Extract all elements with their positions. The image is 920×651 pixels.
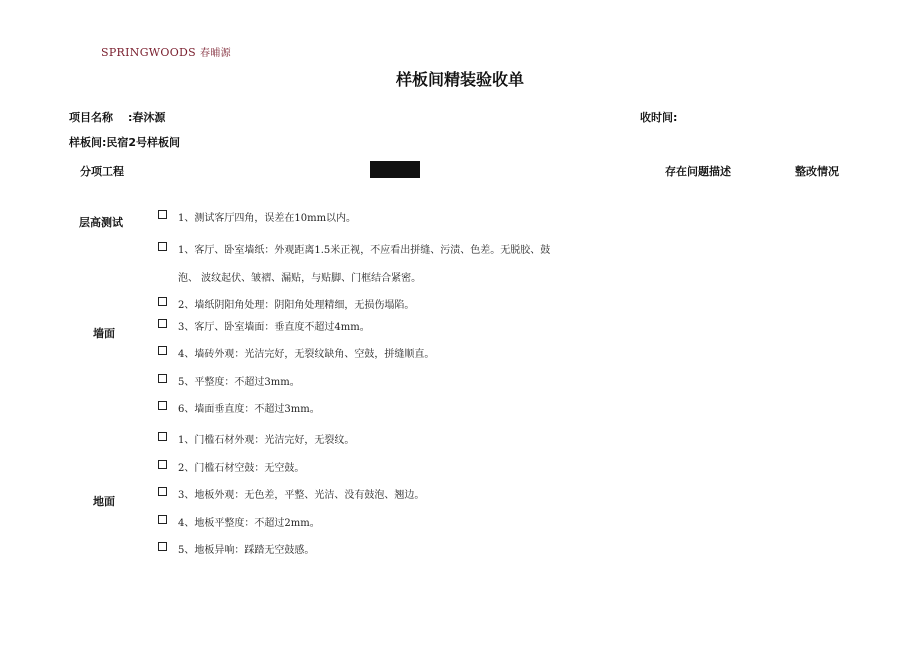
checkbox[interactable] xyxy=(158,297,167,306)
checkbox[interactable] xyxy=(158,242,167,251)
receive-time-label: 收时间: xyxy=(640,111,678,124)
section-name: 墙面 xyxy=(93,327,115,340)
brand-name: 春晡源 xyxy=(199,48,231,59)
checkbox[interactable] xyxy=(158,460,167,469)
item-text: 1、测试客厅四角，误差在10mm以内。 xyxy=(178,213,357,224)
checkbox[interactable] xyxy=(158,487,167,496)
checkbox[interactable] xyxy=(158,432,167,441)
item-text: 4、墙砖外观：光洁完好，无裂纹缺角、空鼓，拼缝顺直。 xyxy=(178,349,435,360)
redacted-header xyxy=(370,161,420,178)
checkbox[interactable] xyxy=(158,346,167,355)
item-text: 5、平整度：不超过3mm。 xyxy=(178,377,300,388)
room-label: 样板间:民宿2号样板间 xyxy=(69,136,181,149)
item-text: 4、地板平整度：不超过2mm。 xyxy=(178,518,320,529)
item-text: 3、客厅、卧室墙面：垂直度不超过4mm。 xyxy=(178,322,370,333)
header-section: 分项工程 xyxy=(80,165,124,178)
item-text: 2、墙纸阴阳角处理：阴阳角处理精细，无损伤塌陷。 xyxy=(178,300,415,311)
header-fix: 整改情况 xyxy=(795,165,839,178)
project-label: 项目名称 xyxy=(69,111,113,124)
item-text: 3、地板外观：无色差，平整、光洁、没有鼓泡、翘边。 xyxy=(178,490,425,501)
checkbox[interactable] xyxy=(158,542,167,551)
item-text: 6、墙面垂直度：不超过3mm。 xyxy=(178,404,320,415)
section-name: 地面 xyxy=(93,495,115,508)
checkbox[interactable] xyxy=(158,210,167,219)
item-text: 2、门槛石材空鼓：无空鼓。 xyxy=(178,463,305,474)
page-title: 样板间精装验收单 xyxy=(395,70,524,89)
project-value: :春沐源 xyxy=(128,111,166,124)
checkbox[interactable] xyxy=(158,319,167,328)
item-text: 5、地板异响：踩踏无空鼓感。 xyxy=(178,545,315,556)
section-name: 层高测试 xyxy=(79,216,123,229)
brand-logo xyxy=(101,44,231,59)
item-text: 1、门槛石材外观：光洁完好，无裂纹。 xyxy=(178,435,355,446)
checkbox[interactable] xyxy=(158,515,167,524)
item-text: 1、客厅、卧室墙纸：外观距离1.5米正视，不应看出拼缝、污渍、色差。无脱胶、鼓 xyxy=(178,245,551,256)
header-problem: 存在问题描述 xyxy=(665,165,731,178)
brand-logo-text: SPRINGWOODS xyxy=(101,46,196,59)
checkbox[interactable] xyxy=(158,401,167,410)
checkbox[interactable] xyxy=(158,374,167,383)
item-text: 泡、 波纹起伏、皱褶、漏贴，与贴脚、门框结合紧密。 xyxy=(178,273,422,284)
